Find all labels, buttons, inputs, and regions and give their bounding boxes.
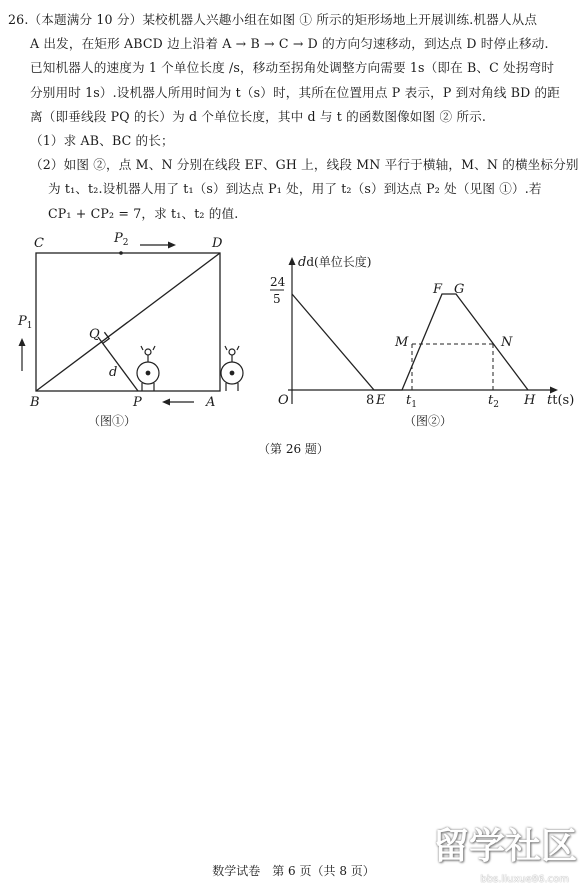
problem-line-4: 分别用时 1s）.设机器人所用时间为 t（s）时，其所在位置用点 P 表示，P 到对角线 BD 的距 xyxy=(30,84,561,100)
y-axis-label: dd(单位长度) xyxy=(298,255,372,270)
label-f: F xyxy=(433,282,443,297)
arrow-top-head xyxy=(168,242,176,249)
page-footer: 数学试卷 第 6 页（共 8 页） xyxy=(212,864,375,878)
problem-line-1: 26.（本题满分 10 分）某校机器人兴趣小组在如图 ① 所示的矩形场地上开展训练.机器人从点 xyxy=(8,12,538,27)
question-2: （2）如图 ②，点 M、N 分别在线段 EF、GH 上，线段 MN 平行于横轴，M、N 的横坐标分别 xyxy=(30,157,579,173)
label-p: P xyxy=(133,395,142,410)
label-e: E xyxy=(376,393,386,408)
label-o: O xyxy=(278,393,289,408)
problem-line-5: 离（即垂线段 PQ 的长）为 d 个单位长度，其中 d 与 t 的函数图像如图 ② 所示. xyxy=(30,108,486,124)
problem-text xyxy=(8,8,580,226)
label-g: G xyxy=(454,282,465,297)
y-tick-numerator: 24 xyxy=(270,275,286,289)
label-b: B xyxy=(30,395,40,410)
y-tick-denominator: 5 xyxy=(273,292,281,306)
label-d-length: d xyxy=(109,365,118,380)
figure-1 xyxy=(0,225,260,435)
question-1: （1）求 AB、BC 的长； xyxy=(30,133,174,149)
label-q: Q xyxy=(89,327,100,342)
figure-1-caption: （图①） xyxy=(88,414,137,428)
figure-2 xyxy=(262,242,582,412)
label-c: C xyxy=(34,236,44,251)
label-n: N xyxy=(501,335,513,350)
x-axis-label: tt(s) xyxy=(547,393,575,408)
label-t1: $t_1$ xyxy=(406,393,417,410)
problem-line-3: 已知机器人的速度为 1 个单位长度 /s，移动至拐角处调整方向需要 1s（即在 B、C 处拐弯时 xyxy=(30,60,555,76)
segment-pq xyxy=(98,337,138,391)
arrow-bottom-head xyxy=(162,399,170,406)
question-2-line-2: 为 t₁、t₂.设机器人用了 t₁（s）到达点 P₁ 处，用了 t₂（s）到达点 P₂ 处（见图 ①）.若 xyxy=(48,181,542,197)
label-h: H xyxy=(524,393,536,408)
robot-icon-p xyxy=(137,346,159,391)
label-p2: $P_2$ xyxy=(114,231,129,248)
point-p2 xyxy=(119,251,123,255)
label-d: D xyxy=(212,236,223,251)
label-m: M xyxy=(395,335,409,350)
label-a: A xyxy=(206,395,216,410)
figure-2-caption: （图②） xyxy=(404,414,453,428)
watermark-logo: 留学社区 xyxy=(432,826,577,867)
label-t2: $t_2$ xyxy=(488,393,499,410)
label-p1: $P_1$ xyxy=(18,314,33,331)
label-8: 8 xyxy=(366,393,375,408)
diagonal-bd xyxy=(36,253,220,391)
problem-caption: （第 26 题） xyxy=(258,442,329,456)
y-axis-arrow xyxy=(289,257,296,265)
robot-icon-a xyxy=(221,346,243,391)
arrow-left-head xyxy=(19,338,26,346)
problem-line-2: A 出发，在矩形 ABCD 边上沿着 A → B → C → D 的方向匀速移动，到达点 D 时停止移动. xyxy=(30,36,549,52)
question-2-line-3: CP₁ + CP₂ = 7，求 t₁、t₂ 的值. xyxy=(48,205,239,221)
watermark-url: bbs.liuxue86.com xyxy=(480,874,569,885)
